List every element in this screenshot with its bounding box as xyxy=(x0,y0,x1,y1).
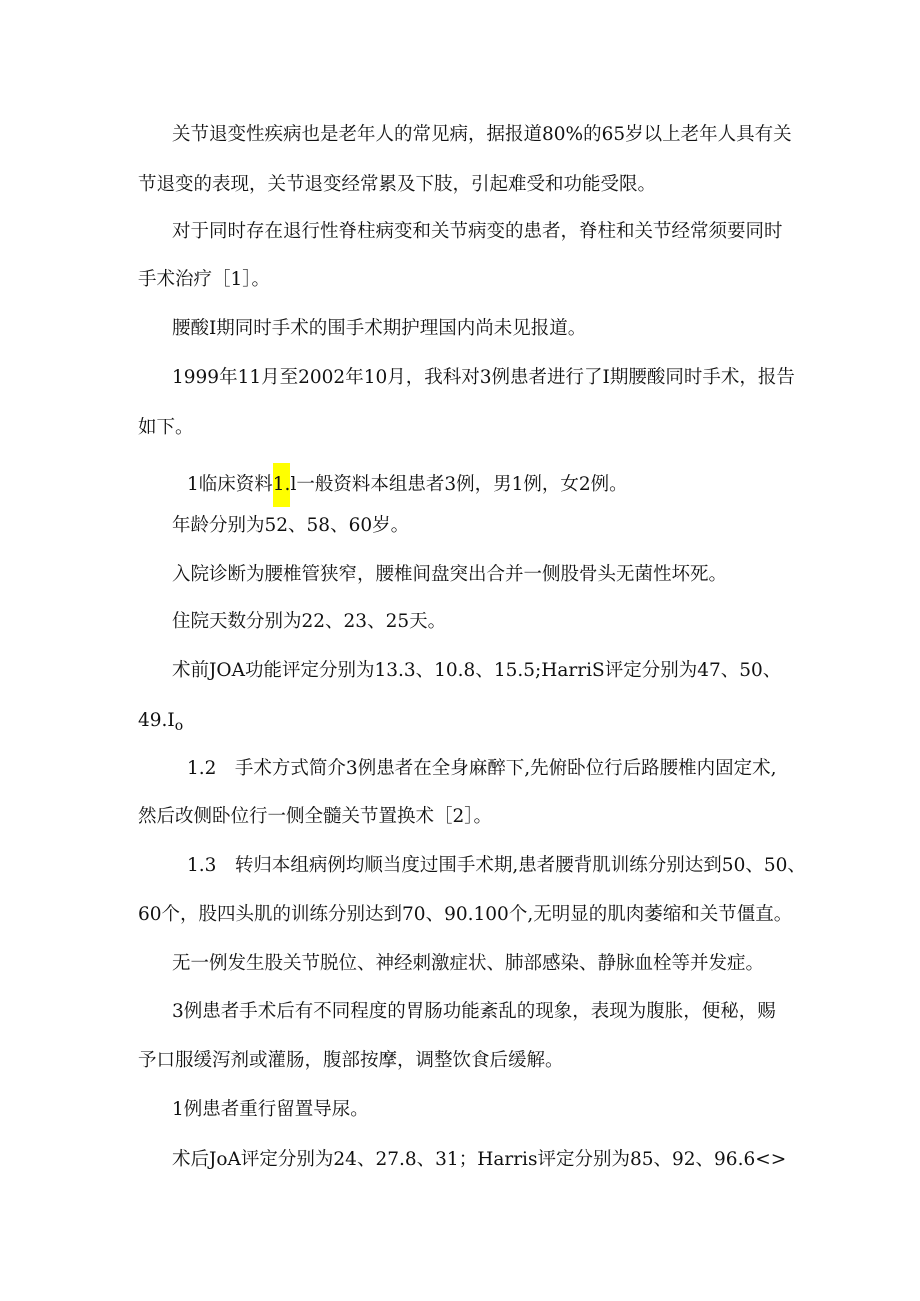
paragraph-9-value: 49.I xyxy=(138,710,175,731)
paragraph-12: 无一例发生股关节脱位、神经刺激症状、肺部感染、静脉血栓等并发症。 xyxy=(172,953,765,974)
paragraph-14: 1例患者重行留置导尿。 xyxy=(172,1099,369,1120)
paragraph-9-line-1: 术前JOA功能评定分别为13.3、10.8、15.5;HarriS评定分别为47、50、 xyxy=(172,660,782,681)
paragraph-4-line-1: 1999年11月至2002年10月，我科对3例患者进行了I期腰酸同时手术，报告 xyxy=(172,367,795,388)
paragraph-1-line-1: 关节退变性疾病也是老年人的常见病，据报道80%的65岁以上老年人具有关 xyxy=(172,124,792,145)
paragraph-9-line-2 xyxy=(138,706,183,741)
paragraph-15: 术后JoA评定分别为24、27.8、31；Harris评定分别为85、92、96.6<> xyxy=(172,1149,787,1170)
section-1-1-text: l一般资料本组患者3例，男1例，女2例。 xyxy=(290,474,628,495)
paragraph-2-line-2: 手术治疗［1］。 xyxy=(138,269,271,290)
paragraph-8: 住院天数分别为22、23、25天。 xyxy=(172,611,447,632)
paragraph-6: 年龄分别为52、58、60岁。 xyxy=(172,515,410,536)
paragraph-4-line-2: 如下。 xyxy=(138,417,194,438)
section-1-heading-line xyxy=(187,463,628,507)
paragraph-1-line-2: 节退变的表现，关节退变经常累及下肢，引起难受和功能受限。 xyxy=(138,174,657,195)
paragraph-13-line-2: 予口服缓泻剂或灌肠，腹部按摩，调整饮食后缓解。 xyxy=(138,1050,564,1071)
paragraph-13-line-1: 3例患者手术后有不同程度的胃肠功能紊乱的现象，表现为腹胀，便秘，赐 xyxy=(172,1001,776,1022)
paragraph-11-line-1: 1.3 转归本组病例均顺当度过围手术期,患者腰背肌训练分别达到50、50、 xyxy=(187,855,806,876)
section-heading-text: 1临床资料 xyxy=(187,474,273,495)
paragraph-9-subscript: o xyxy=(174,718,184,734)
paragraph-3: 腰酸I期同时手术的围手术期护理国内尚未见报道。 xyxy=(172,318,587,339)
paragraph-10-line-1: 1.2 手术方式简介3例患者在全身麻醉下,先俯卧位行后路腰椎内固定术, xyxy=(187,758,777,779)
paragraph-7: 入院诊断为腰椎管狭窄，腰椎间盘突出合并一侧股骨头无菌性坏死。 xyxy=(172,564,728,585)
paragraph-11-line-2: 60个，股四头肌的训练分别达到70、90.100个,无明显的肌肉萎缩和关节僵直。 xyxy=(138,904,793,925)
highlighted-text: 1. xyxy=(273,463,291,507)
paragraph-10-line-2: 然后改侧卧位行一侧全髓关节置换术［2］。 xyxy=(138,806,493,827)
paragraph-2-line-1: 对于同时存在退行性脊柱病变和关节病变的患者，脊柱和关节经常须要同时 xyxy=(172,221,783,242)
